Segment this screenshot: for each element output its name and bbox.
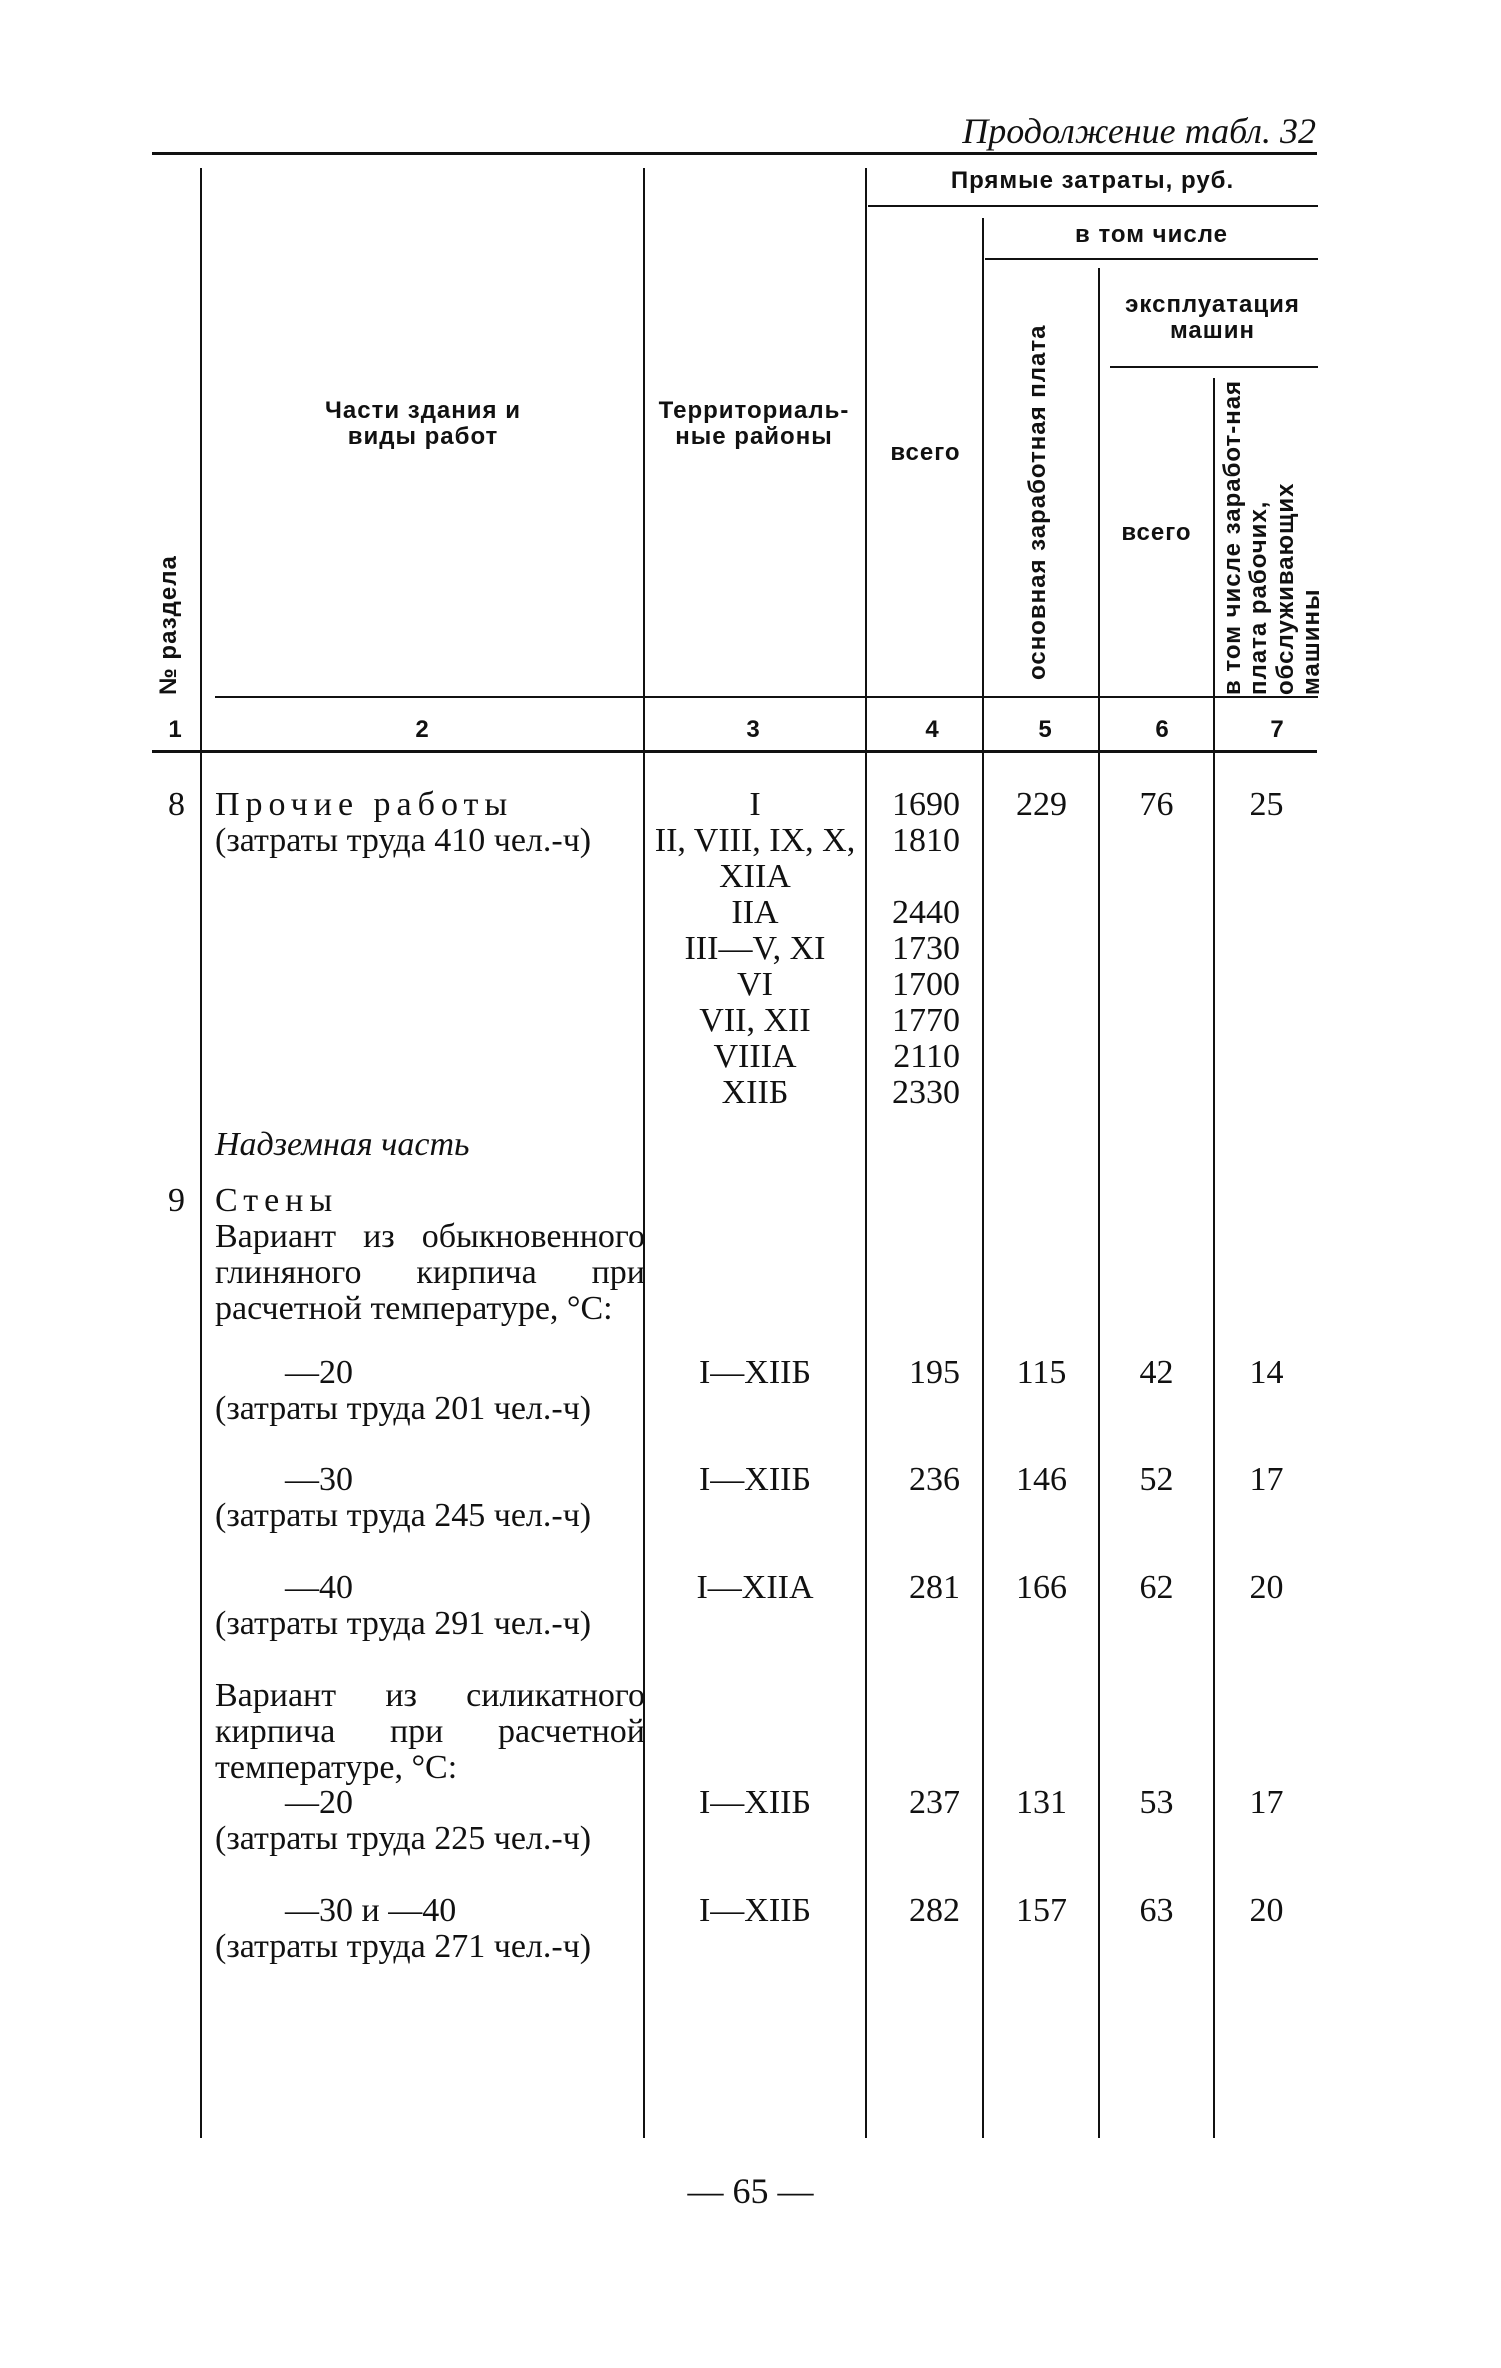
- s9-row1-wage: 115: [1016, 1354, 1067, 1391]
- s9-row2-machine: 52: [1139, 1461, 1174, 1498]
- header-bottom-rule: [215, 696, 1318, 698]
- s9-row5-region: I—XIIБ: [698, 1892, 812, 1929]
- s9-row3-region: I—XIIA: [696, 1569, 814, 1606]
- s9-row3-labor: (затраты труда 291 чел.-ч): [215, 1605, 592, 1642]
- s9-row2-machine-wage: 17: [1249, 1461, 1284, 1498]
- s9-row4-total: 237: [909, 1784, 960, 1821]
- colnum-2: 2: [415, 716, 429, 743]
- s8-region-8: XIIБ: [721, 1074, 789, 1111]
- s8-machine-wage: 25: [1249, 786, 1284, 823]
- subheading-above-ground: Надземная часть: [215, 1126, 470, 1163]
- s8-total-7: 2110: [893, 1038, 960, 1075]
- section-8-labor: (затраты труда 410 чел.-ч): [215, 822, 592, 859]
- section-9-variant-2: Вариант из силикатного кирпича при расчетной температуре, °С:: [215, 1677, 645, 1786]
- s9-row3-wage: 166: [1016, 1569, 1067, 1606]
- section-8-title: Прочие работы: [215, 786, 514, 823]
- s9-row3-machine-wage: 20: [1249, 1569, 1284, 1606]
- colnum-rule: [152, 750, 1317, 753]
- header-base-wage: основная заработная плата: [1024, 324, 1051, 680]
- s9-row5-wage: 157: [1016, 1892, 1067, 1929]
- header-machine-wage: в том числе заработ-ная плата рабочих, обслуживающих машины: [1219, 379, 1326, 695]
- s9-row5-total: 282: [909, 1892, 960, 1929]
- s8-region-5: VI: [737, 966, 773, 1003]
- including-rule: [985, 258, 1318, 260]
- header-machine-ops: эксплуатация машин: [1125, 291, 1300, 345]
- s9-row1-machine: 42: [1139, 1354, 1174, 1391]
- s9-row1-temp: —20: [285, 1354, 353, 1391]
- col-divider-4: [982, 218, 984, 2138]
- s9-row1-labor: (затраты труда 201 чел.-ч): [215, 1390, 592, 1427]
- section-9-variant-1: Вариант из обыкновенного глиняного кирпича при расчетной температуре, °С:: [215, 1218, 645, 1327]
- s8-region-3: IIA: [731, 894, 779, 931]
- page-number: — 65 —: [687, 2171, 814, 2211]
- top-rule: [152, 152, 1317, 155]
- header-parts: Части здания и виды работ: [325, 397, 521, 451]
- s8-region-6: VII, XII: [699, 1002, 811, 1039]
- s8-total-8: 2330: [892, 1074, 960, 1111]
- s9-row5-machine: 63: [1139, 1892, 1174, 1929]
- s9-row4-region: I—XIIБ: [698, 1784, 812, 1821]
- colnum-4: 4: [925, 716, 939, 743]
- colnum-1: 1: [168, 716, 182, 743]
- s8-total-2: 1810: [892, 822, 960, 859]
- s9-row1-region: I—XIIБ: [698, 1354, 812, 1391]
- s9-row3-total: 281: [909, 1569, 960, 1606]
- s9-row4-labor: (затраты труда 225 чел.-ч): [215, 1820, 592, 1857]
- s8-region-1: I: [749, 786, 761, 823]
- s8-total-6: 1770: [892, 1002, 960, 1039]
- colnum-3: 3: [746, 716, 760, 743]
- section-9-no: 9: [168, 1182, 185, 1219]
- s8-total-3: 2440: [892, 894, 960, 931]
- s9-row2-temp: —30: [285, 1461, 353, 1498]
- header-machine-total: всего: [1121, 519, 1192, 546]
- col-divider-3: [865, 168, 867, 2138]
- section-8-no: 8: [168, 786, 185, 823]
- s8-region-7: VIIIA: [713, 1038, 797, 1075]
- s8-total-5: 1700: [892, 966, 960, 1003]
- s9-row4-temp: —20: [285, 1784, 353, 1821]
- colnum-7: 7: [1270, 716, 1284, 743]
- table-caption: Продолжение табл. 32: [962, 111, 1316, 151]
- s9-row5-temp: —30 и —40: [285, 1892, 457, 1929]
- col-divider-6: [1213, 378, 1215, 2138]
- s9-row2-region: I—XIIБ: [698, 1461, 812, 1498]
- s9-row5-machine-wage: 20: [1249, 1892, 1284, 1929]
- colnum-5: 5: [1038, 716, 1052, 743]
- header-section-no: № раздела: [155, 555, 182, 695]
- s9-row4-machine: 53: [1139, 1784, 1174, 1821]
- s9-row2-wage: 146: [1016, 1461, 1067, 1498]
- s8-base-wage: 229: [1016, 786, 1067, 823]
- s9-row2-labor: (затраты труда 245 чел.-ч): [215, 1497, 592, 1534]
- s8-region-2: II, VIII, IX, X, XIIA: [654, 822, 856, 895]
- s9-row3-temp: —40: [285, 1569, 353, 1606]
- s9-row5-labor: (затраты труда 271 чел.-ч): [215, 1928, 592, 1965]
- col-divider-5: [1098, 268, 1100, 2138]
- s8-region-4: III—V, XI: [684, 930, 826, 967]
- machine-rule: [1110, 366, 1318, 368]
- s8-machine-total: 76: [1139, 786, 1174, 823]
- s9-row1-total: 195: [909, 1354, 960, 1391]
- s9-row1-machine-wage: 14: [1249, 1354, 1284, 1391]
- colnum-6: 6: [1155, 716, 1169, 743]
- s8-total-1: 1690: [892, 786, 960, 823]
- s8-total-4: 1730: [892, 930, 960, 967]
- s9-row3-machine: 62: [1139, 1569, 1174, 1606]
- header-including: в том числе: [1075, 221, 1228, 248]
- s9-row4-wage: 131: [1016, 1784, 1067, 1821]
- section-9-title: Стены: [215, 1182, 339, 1219]
- col-divider-1: [200, 168, 202, 2138]
- header-total: всего: [890, 439, 961, 466]
- header-regions: Территориаль-ные районы: [658, 397, 850, 451]
- direct-costs-rule: [868, 205, 1318, 207]
- s9-row2-total: 236: [909, 1461, 960, 1498]
- s9-row4-machine-wage: 17: [1249, 1784, 1284, 1821]
- header-direct-costs: Прямые затраты, руб.: [950, 167, 1235, 194]
